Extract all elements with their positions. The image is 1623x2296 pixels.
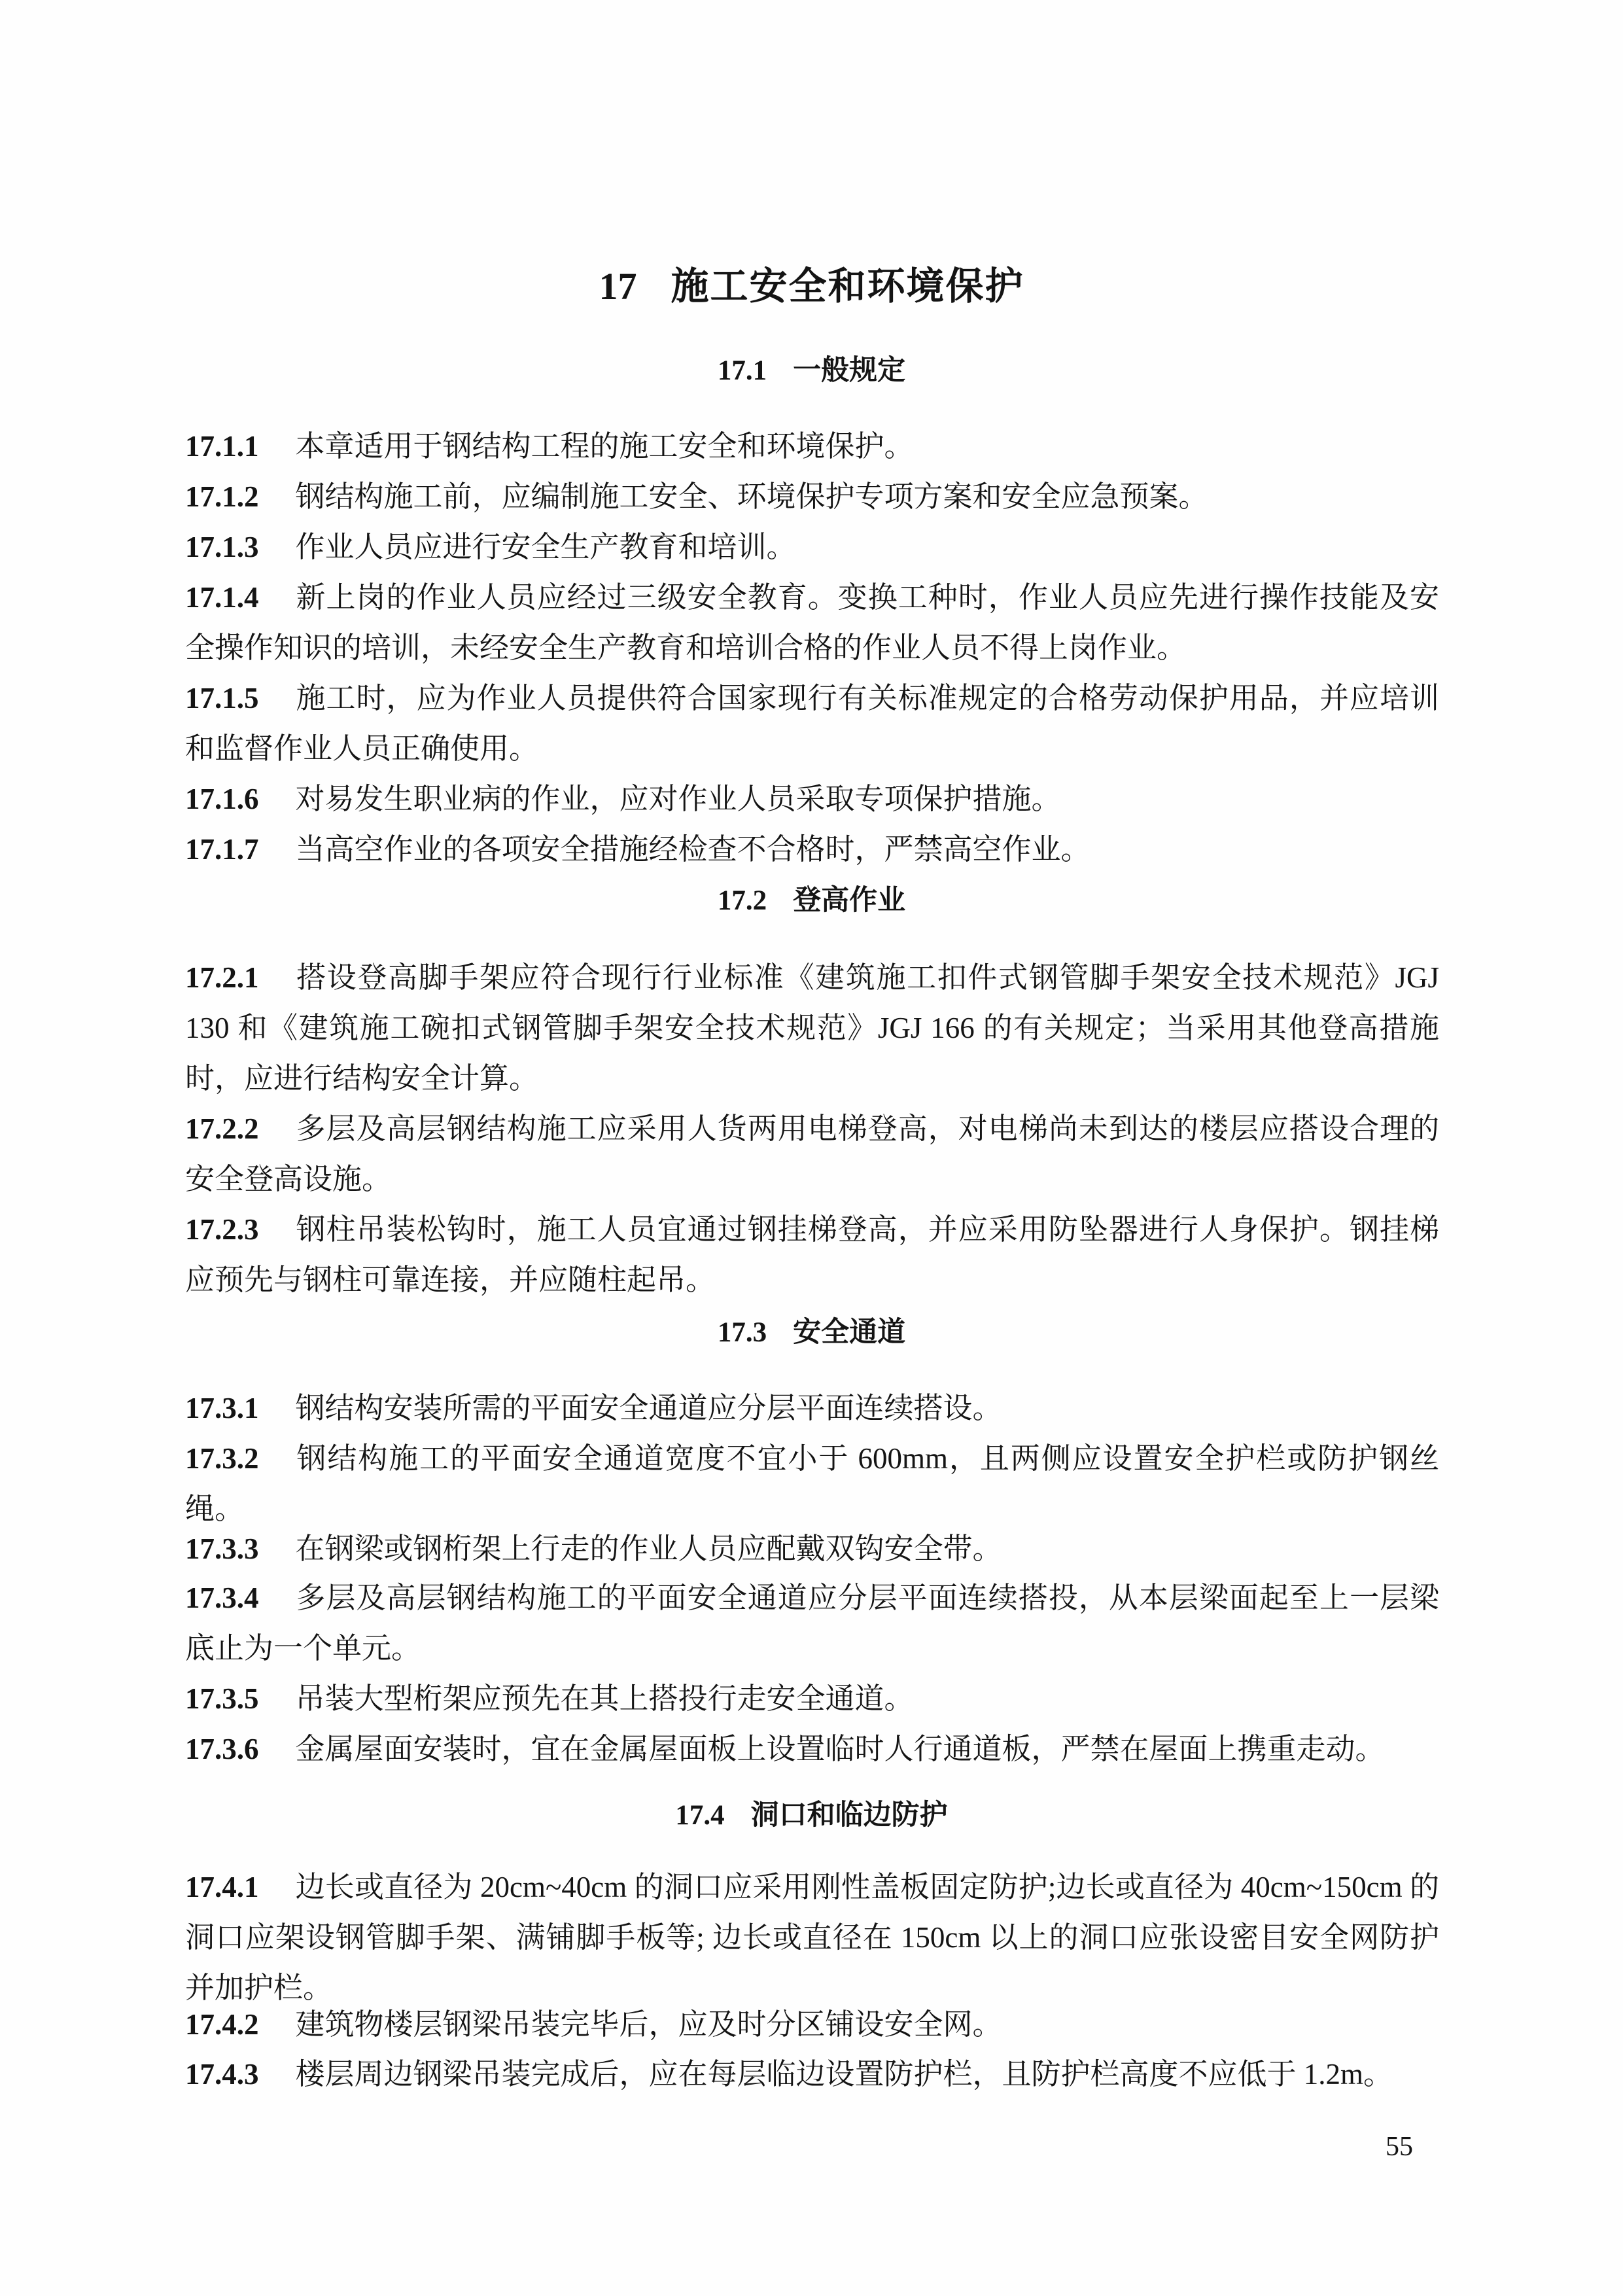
clause-17-3-2: [185, 1434, 1439, 1534]
clause-number: 17.2.3: [185, 1213, 259, 1246]
clause-text: 施工时，应为作业人员提供符合国家现行有关标准规定的合格劳动保护用品，并应培训和监督作业人员正确使用。: [185, 682, 1439, 765]
clause-number: 17.2.2: [185, 1112, 259, 1145]
clause-text: 金属屋面安装时，宜在金属屋面板上设置临时人行通道板，严禁在屋面上携重走动。: [295, 1733, 1385, 1765]
clause-number: 17.1.2: [185, 480, 259, 513]
clause-17-1-1: [185, 421, 1439, 472]
section-title-text: 登高作业: [793, 885, 906, 916]
clause-number: 17.4.1: [185, 1871, 259, 1903]
clause-text: 新上岗的作业人员应经过三级安全教育。变换工种时，作业人员应先进行操作技能及安全操作知识的培训，未经安全生产教育和培训合格的作业人员不得上岗作业。: [185, 581, 1439, 664]
clause-number: 17.1.3: [185, 531, 259, 563]
clause-number: 17.2.1: [185, 961, 259, 994]
clause-17-1-4: [185, 573, 1439, 673]
clause-17-3-1: [185, 1383, 1439, 1434]
clause-number: 17.3.3: [185, 1532, 259, 1565]
clause-text: 当高空作业的各项安全措施经检查不合格时，严禁高空作业。: [295, 833, 1091, 866]
clause-text: 多层及高层钢结构施工的平面安全通道应分层平面连续搭投，从本层梁面起至上一层梁底止为一个单元。: [185, 1581, 1439, 1665]
clause-17-4-3: [185, 2049, 1439, 2100]
clause-text: 本章适用于钢结构工程的施工安全和环境保护。: [295, 430, 914, 463]
clause-number: 17.3.2: [185, 1442, 259, 1475]
clause-17-3-6: [185, 1724, 1439, 1775]
clause-text: 钢结构施工的平面安全通道宽度不宜小于 600mm，且两侧应设置安全护栏或防护钢丝绳。: [185, 1442, 1439, 1525]
clause-17-3-5: [185, 1674, 1439, 1724]
page-number: 55: [1386, 2132, 1413, 2162]
section-heading-17-2: [0, 885, 1623, 917]
clause-text: 钢柱吊装松钩时，施工人员宜通过钢挂梯登高，并应采用防坠器进行人身保护。钢挂梯应预先与钢柱可靠连接，并应随柱起吊。: [185, 1213, 1439, 1296]
clause-number: 17.4.2: [185, 2008, 259, 2041]
clause-17-1-7: [185, 824, 1439, 875]
clause-number: 17.3.4: [185, 1581, 259, 1614]
clause-17-4-1: [185, 1862, 1439, 2013]
clause-text: 钢结构安装所需的平面安全通道应分层平面连续搭设。: [295, 1392, 1002, 1424]
clause-number: 17.4.3: [185, 2058, 259, 2091]
clause-17-2-1: [185, 953, 1439, 1104]
section-number: 17.3: [717, 1317, 767, 1348]
clause-text: 搭设登高脚手架应符合现行行业标准《建筑施工扣件式钢管脚手架安全技术规范》JGJ 130 和《建筑施工碗扣式钢管脚手架安全技术规范》JGJ 166 的有关规定；当采用其他登高措施时，应进行结构安全计算。: [185, 961, 1439, 1095]
section-title-text: 洞口和临边防护: [750, 1800, 948, 1831]
clause-17-1-6: [185, 774, 1439, 824]
clause-17-3-4: [185, 1573, 1439, 1674]
chapter-title: [0, 265, 1623, 308]
chapter-number: 17: [599, 265, 637, 308]
section-number: 17.2: [717, 885, 767, 916]
clause-17-2-3: [185, 1205, 1439, 1305]
clause-17-1-2: [185, 472, 1439, 522]
clause-text: 钢结构施工前，应编制施工安全、环境保护专项方案和安全应急预案。: [295, 480, 1208, 513]
clause-17-1-3: [185, 522, 1439, 573]
clause-text: 作业人员应进行安全生产教育和培训。: [295, 531, 796, 563]
clause-text: 在钢梁或钢桁架上行走的作业人员应配戴双钩安全带。: [295, 1532, 1002, 1565]
section-number: 17.4: [675, 1800, 725, 1831]
clause-text: 边长或直径为 20cm~40cm 的洞口应采用刚性盖板固定防护;边长或直径为 40cm~150cm 的洞口应架设钢管脚手架、满铺脚手板等; 边长或直径在 150cm 以上的洞口应张设密目安全网防护并加护栏。: [185, 1871, 1439, 2004]
chapter-title-text: 施工安全和环境保护: [671, 265, 1024, 308]
clause-17-1-5: [185, 673, 1439, 774]
clause-number: 17.3.5: [185, 1682, 259, 1715]
clause-text: 吊装大型桁架应预先在其上搭投行走安全通道。: [295, 1682, 914, 1715]
clause-number: 17.1.5: [185, 682, 259, 715]
section-title-text: 一般规定: [793, 355, 906, 386]
section-title-text: 安全通道: [793, 1317, 906, 1348]
clause-text: 建筑物楼层钢梁吊装完毕后，应及时分区铺设安全网。: [295, 2008, 1002, 2041]
clause-number: 17.1.7: [185, 833, 259, 866]
section-heading-17-1: [0, 355, 1623, 387]
clause-17-2-2: [185, 1104, 1439, 1205]
clause-number: 17.3.1: [185, 1392, 259, 1424]
clause-text: 多层及高层钢结构施工应采用人货两用电梯登高，对电梯尚未到达的楼层应搭设合理的安全登高设施。: [185, 1112, 1439, 1195]
clause-number: 17.1.6: [185, 783, 259, 815]
section-heading-17-3: [0, 1316, 1623, 1349]
clause-number: 17.1.1: [185, 430, 259, 463]
section-heading-17-4: [0, 1799, 1623, 1832]
clause-text: 楼层周边钢梁吊装完成后，应在每层临边设置防护栏，且防护栏高度不应低于 1.2m。: [295, 2058, 1393, 2091]
clause-17-3-3: [185, 1524, 1439, 1574]
clause-number: 17.3.6: [185, 1733, 259, 1765]
clause-text: 对易发生职业病的作业，应对作业人员采取专项保护措施。: [295, 783, 1061, 815]
section-number: 17.1: [717, 355, 767, 386]
clause-number: 17.1.4: [185, 581, 259, 614]
clause-17-4-2: [185, 2000, 1439, 2050]
